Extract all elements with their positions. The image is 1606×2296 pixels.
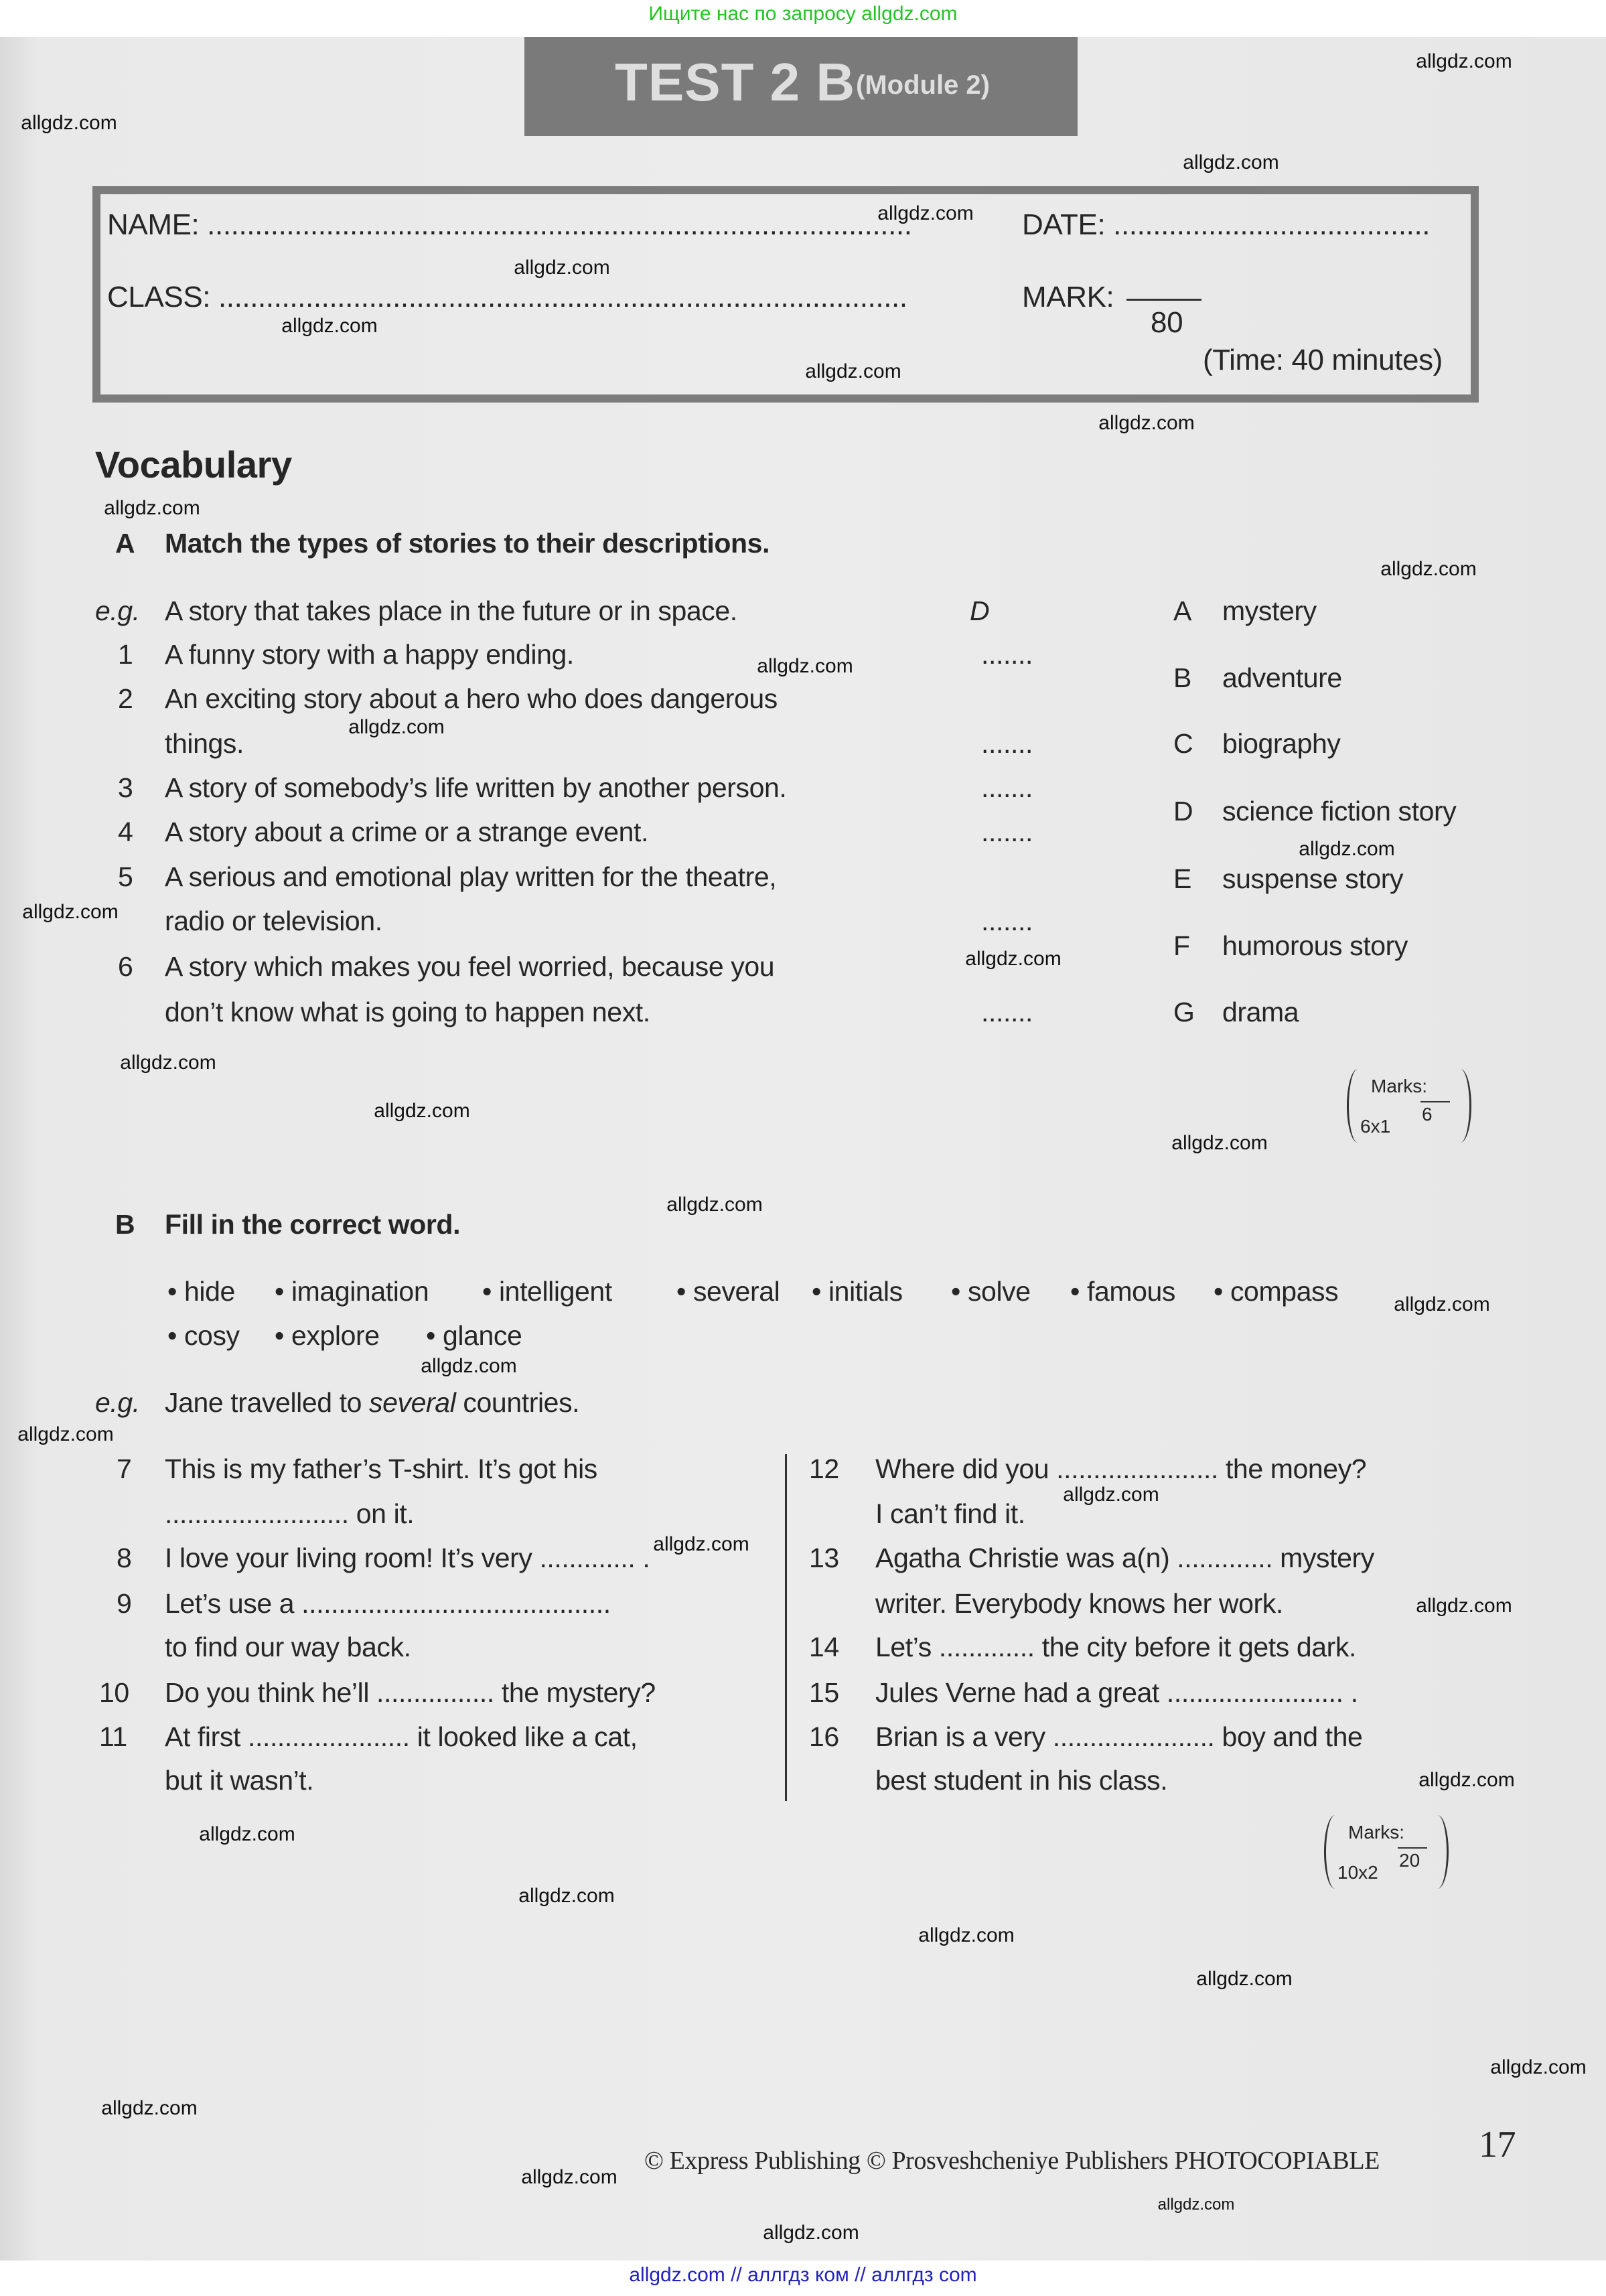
- word-bank-item: • initials: [812, 1276, 903, 1307]
- watermark[interactable]: allgdz.com: [281, 315, 378, 337]
- option-label: suspense story: [1222, 863, 1404, 894]
- watermark[interactable]: allgdz.com: [348, 716, 445, 738]
- item-number: 15: [809, 1677, 839, 1708]
- watermark[interactable]: allgdz.com: [877, 202, 974, 224]
- item-text: A story of somebody’s life written by another person.: [165, 772, 787, 803]
- answer-blank[interactable]: .......: [981, 728, 1033, 759]
- watermark[interactable]: allgdz.com: [199, 1823, 295, 1845]
- class-field[interactable]: CLASS: .......................................................................................: [107, 281, 907, 313]
- item-text: don’t know what is going to happen next.: [165, 997, 650, 1027]
- item-number: 14: [809, 1632, 839, 1662]
- item-number: 6: [118, 951, 133, 982]
- item-number: 1: [118, 639, 133, 670]
- watermark[interactable]: allgdz.com: [805, 360, 901, 382]
- mark-label: MARK:: [1022, 281, 1114, 313]
- word-bank-item: • several: [676, 1276, 780, 1307]
- answer-blank[interactable]: .......: [981, 906, 1033, 936]
- item-text[interactable]: Jules Verne had a great ........................ .: [875, 1677, 1358, 1708]
- watermark[interactable]: allgdz.com: [374, 1100, 470, 1122]
- item-text: An exciting story about a hero who does dangerous: [165, 683, 778, 714]
- item-number: 8: [117, 1542, 132, 1573]
- option-label: mystery: [1222, 595, 1317, 626]
- watermark[interactable]: allgdz.com: [22, 901, 119, 923]
- item-number: 11: [99, 1721, 127, 1752]
- answer-blank[interactable]: .......: [981, 997, 1033, 1027]
- watermark[interactable]: allgdz.com: [1490, 2056, 1587, 2078]
- page-number: 17: [1479, 2124, 1516, 2165]
- item-text: radio or television.: [165, 906, 382, 936]
- item-number: 7: [117, 1453, 132, 1484]
- item-text[interactable]: Agatha Christie was a(n) ............. mystery: [875, 1542, 1374, 1573]
- watermark[interactable]: allgdz.com: [918, 1924, 1015, 1946]
- item-text: A funny story with a happy ending.: [165, 639, 574, 670]
- bottom-banner[interactable]: allgdz.com // аллгдз ком // аллгдз com: [629, 2264, 977, 2286]
- item-text: A story which makes you feel worried, because you: [165, 951, 775, 982]
- watermark[interactable]: allgdz.com: [757, 655, 853, 677]
- word-bank-item: • intelligent: [482, 1276, 612, 1307]
- item-text[interactable]: I love your living room! It’s very ............. .: [165, 1542, 650, 1573]
- date-field[interactable]: DATE: ........................................: [1022, 208, 1431, 241]
- item-text[interactable]: Let’s use a ..........................................: [165, 1588, 611, 1619]
- item-text[interactable]: Brian is a very ...................... boy and the: [875, 1721, 1363, 1752]
- watermark[interactable]: allgdz.com: [653, 1533, 749, 1555]
- watermark[interactable]: allgdz.com: [1063, 1484, 1159, 1506]
- watermark[interactable]: allgdz.com: [514, 257, 610, 279]
- item-text[interactable]: This is my father’s T-shirt. It’s got his: [165, 1453, 597, 1484]
- time-limit: (Time: 40 minutes): [1203, 344, 1443, 376]
- item-text[interactable]: Where did you ...................... the money?: [875, 1453, 1367, 1484]
- example-text: A story that takes place in the future or in space.: [165, 595, 737, 626]
- option-label: biography: [1222, 728, 1341, 759]
- item-number: 9: [117, 1588, 132, 1619]
- watermark[interactable]: allgdz.com: [1418, 1769, 1515, 1791]
- word-bank-item: • glance: [426, 1320, 522, 1351]
- option-label: humorous story: [1222, 930, 1408, 961]
- watermark[interactable]: allgdz.com: [965, 948, 1062, 970]
- test-title-box: [524, 37, 1078, 136]
- answer-blank[interactable]: .......: [981, 639, 1033, 670]
- item-number: 3: [118, 772, 133, 803]
- option-letter: A: [1173, 595, 1191, 626]
- mark-total: 80: [1151, 306, 1183, 339]
- copyright-footer: © Express Publishing © Prosveshcheniye Publishers PHOTOCOPIABLE: [644, 2147, 1380, 2175]
- option-label: drama: [1222, 997, 1299, 1027]
- marks-box-b: [1324, 1815, 1449, 1889]
- task-b-letter: B: [115, 1209, 135, 1240]
- watermark[interactable]: allgdz.com: [763, 2222, 859, 2244]
- word-bank-item: • imagination: [275, 1276, 429, 1307]
- task-b-instruction: Fill in the correct word.: [165, 1209, 461, 1240]
- watermark[interactable]: allgdz.com: [421, 1355, 517, 1377]
- marks-box-a: [1347, 1069, 1471, 1143]
- word-bank-item: • solve: [951, 1276, 1031, 1307]
- example-answer: D: [970, 595, 990, 626]
- marks-total: 6: [1422, 1104, 1433, 1125]
- item-number: 5: [118, 861, 133, 892]
- mark-fraction-line: [1126, 299, 1201, 301]
- test-title: TEST 2 B: [615, 52, 856, 112]
- watermark[interactable]: allgdz.com: [21, 112, 117, 134]
- test-module: (Module 2): [856, 70, 990, 100]
- option-letter: F: [1173, 930, 1190, 961]
- item-text[interactable]: Do you think he’ll ................ the mystery?: [165, 1677, 656, 1708]
- watermark[interactable]: allgdz.com: [17, 1423, 114, 1445]
- item-text[interactable]: best student in his class.: [875, 1765, 1168, 1796]
- name-field[interactable]: NAME: .........................................................................................: [107, 208, 912, 241]
- option-letter: C: [1173, 728, 1193, 759]
- option-label: adventure: [1222, 662, 1342, 693]
- watermark[interactable]: allgdz.com: [1157, 2196, 1235, 2214]
- watermark[interactable]: allgdz.com: [521, 2166, 617, 2188]
- item-text: A story about a crime or a strange event.: [165, 816, 648, 847]
- example-label: e.g.: [95, 595, 140, 626]
- word-bank-item: • famous: [1070, 1276, 1176, 1307]
- top-banner: Ищите нас по запросу allgdz.com: [648, 3, 958, 25]
- option-label: science fiction story: [1222, 796, 1457, 827]
- watermark[interactable]: allgdz.com: [1183, 151, 1279, 173]
- option-letter: G: [1173, 997, 1195, 1027]
- item-text[interactable]: I can’t find it.: [875, 1498, 1025, 1529]
- item-text[interactable]: but it wasn’t.: [165, 1765, 314, 1796]
- watermark[interactable]: allgdz.com: [1380, 558, 1477, 580]
- task-a-instruction: Match the types of stories to their descriptions.: [165, 528, 770, 559]
- option-letter: E: [1173, 863, 1191, 894]
- watermark[interactable]: allgdz.com: [101, 2097, 198, 2119]
- marks-multiplier: 6x1: [1360, 1116, 1391, 1137]
- item-text: things.: [165, 728, 244, 759]
- watermark[interactable]: allgdz.com: [1416, 1595, 1512, 1617]
- option-letter: D: [1173, 796, 1193, 827]
- marks-label: Marks:: [1348, 1822, 1404, 1843]
- item-number: 12: [809, 1453, 839, 1484]
- item-text[interactable]: Let’s ............. the city before it gets dark.: [875, 1632, 1356, 1662]
- example-label: e.g.: [95, 1387, 140, 1418]
- item-number: 16: [809, 1721, 839, 1752]
- word-bank-item: • compass: [1214, 1276, 1339, 1307]
- word-bank-item: • cosy: [167, 1320, 240, 1351]
- example-sentence: Jane travelled to several countries.: [165, 1387, 580, 1418]
- marks-multiplier: 10x2: [1337, 1862, 1378, 1883]
- item-number: 4: [118, 816, 133, 847]
- item-number: 2: [118, 683, 133, 714]
- item-text[interactable]: to find our way back.: [165, 1632, 411, 1662]
- watermark[interactable]: allgdz.com: [666, 1194, 763, 1216]
- watermark[interactable]: allgdz.com: [1299, 838, 1395, 860]
- word-bank-item: • hide: [167, 1276, 235, 1307]
- section-heading-vocabulary: Vocabulary: [95, 443, 292, 486]
- watermark[interactable]: allgdz.com: [1098, 412, 1195, 434]
- option-letter: B: [1173, 662, 1191, 693]
- task-a-letter: A: [115, 528, 135, 559]
- watermark[interactable]: allgdz.com: [1171, 1132, 1268, 1154]
- watermark[interactable]: allgdz.com: [518, 1885, 615, 1907]
- word-bank-item: • explore: [275, 1320, 380, 1351]
- watermark[interactable]: allgdz.com: [104, 497, 200, 519]
- marks-label: Marks:: [1371, 1076, 1427, 1096]
- watermark[interactable]: allgdz.com: [1196, 1968, 1293, 1990]
- answer-blank[interactable]: .......: [981, 816, 1033, 847]
- item-text[interactable]: At first ...................... it looked like a cat,: [165, 1721, 638, 1752]
- watermark[interactable]: allgdz.com: [1394, 1293, 1490, 1315]
- watermark[interactable]: allgdz.com: [1416, 50, 1512, 72]
- item-text[interactable]: ......................... on it.: [165, 1498, 415, 1529]
- item-text[interactable]: writer. Everybody knows her work.: [875, 1588, 1283, 1619]
- answer-blank[interactable]: .......: [981, 772, 1033, 803]
- item-text: A serious and emotional play written for the theatre,: [165, 861, 777, 892]
- item-number: 13: [809, 1542, 839, 1573]
- column-divider: [785, 1454, 787, 1801]
- watermark[interactable]: allgdz.com: [120, 1052, 216, 1074]
- item-number: 10: [99, 1677, 129, 1708]
- marks-total: 20: [1399, 1850, 1420, 1871]
